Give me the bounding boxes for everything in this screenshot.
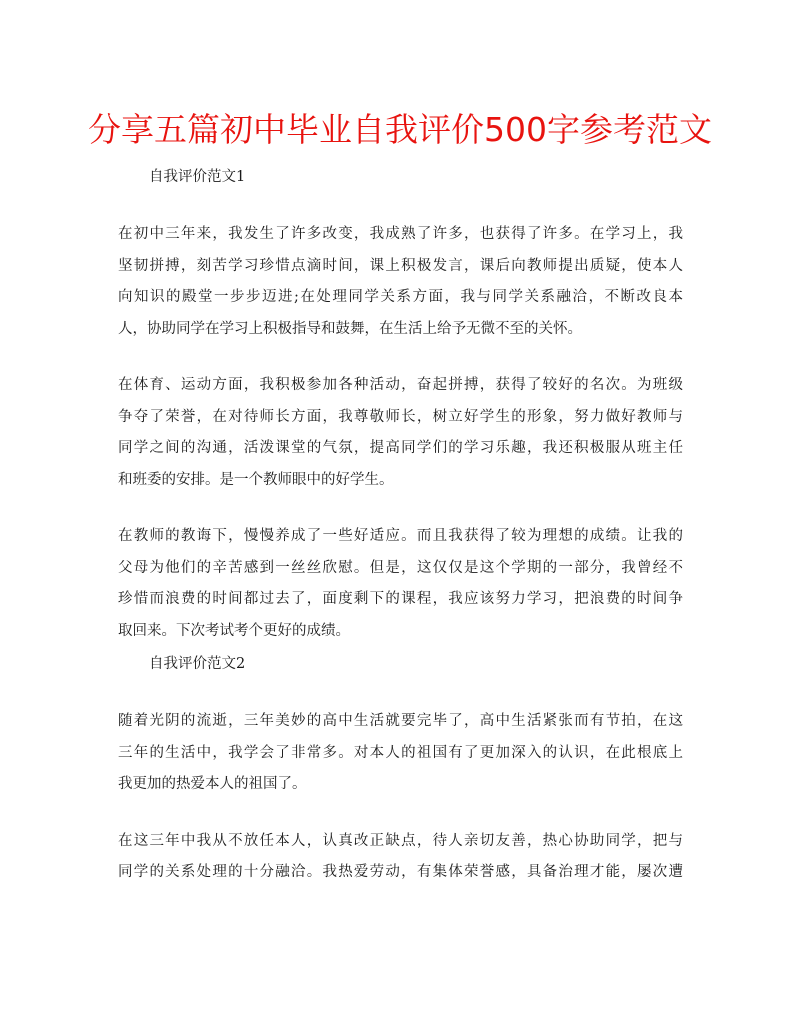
text-line: 同学的关系处理的十分融洽。我热爱劳动，有集体荣誉感，具备治理才能，屡次遭 <box>118 864 683 880</box>
paragraph <box>118 370 683 496</box>
paragraph <box>118 219 683 345</box>
text-line: 随着光阴的流逝，三年美妙的高中生活就要完毕了，高中生活紧张而有节拍，在这 <box>118 713 683 729</box>
text-line: 人，协助同学在学习上积极指导和鼓舞，在生活上给予无微不至的关怀。 <box>118 320 582 337</box>
text-line: 在初中三年来，我发生了许多改变，我成熟了许多，也获得了许多。在学习上，我 <box>118 226 683 242</box>
section-heading: 自我评价范文2 <box>149 656 246 672</box>
text-line: 在教师的教诲下，慢慢养成了一些好适应。而且我获得了较为理想的成绩。让我的 <box>118 528 683 544</box>
text-line: 父母为他们的辛苦感到一丝丝欣慰。但是，这仅仅是这个学期的一部分，我曾经不 <box>118 559 683 576</box>
section-heading: 自我评价范文1 <box>149 169 246 185</box>
text-line: 我更加的热爱本人的祖国了。 <box>118 776 307 792</box>
text-line: 珍惜而浪费的时间都过去了，面度剩下的课程，我应该努力学习，把浪费的时间争 <box>118 591 683 607</box>
text-line: 同学之间的沟通，活泼课堂的气氛，提高同学们的学习乐趣，我还积极服从班主任 <box>118 440 683 456</box>
text-line: 争夺了荣誉，在对待师长方面，我尊敬师长，树立好学生的形象，努力做好教师与 <box>118 408 683 425</box>
text-line: 向知识的殿堂一步步迈进;在处理同学关系方面，我与同学关系融洽，不断改良本 <box>118 289 683 305</box>
section-2 <box>118 647 683 889</box>
section-1 <box>118 160 683 647</box>
text-line: 坚韧拼搏，刻苦学习珍惜点滴时间，课上积极发言，课后向教师提出质疑，使本人 <box>118 257 683 274</box>
text-line: 在体育、运动方面，我积极参加各种活动，奋起拼搏，获得了较好的名次。为班级 <box>118 377 683 393</box>
text-line: 在这三年中我从不放任本人，认真改正缺点，待人亲切友善，热心协助同学，把与 <box>118 832 683 849</box>
paragraph <box>118 521 683 647</box>
paragraph <box>118 826 683 889</box>
text-line: 取回来。下次考试考个更好的成绩。 <box>118 622 350 639</box>
paragraph <box>118 706 683 801</box>
document-body <box>118 160 683 889</box>
text-line: 和班委的安排。是一个教师眼中的好学生。 <box>118 471 394 488</box>
document-title: 分享五篇初中毕业自我评价500字参考范文 <box>88 110 712 149</box>
text-line: 三年的生活中，我学会了非常多。对本人的祖国有了更加深入的认识，在此根底上 <box>118 744 683 761</box>
